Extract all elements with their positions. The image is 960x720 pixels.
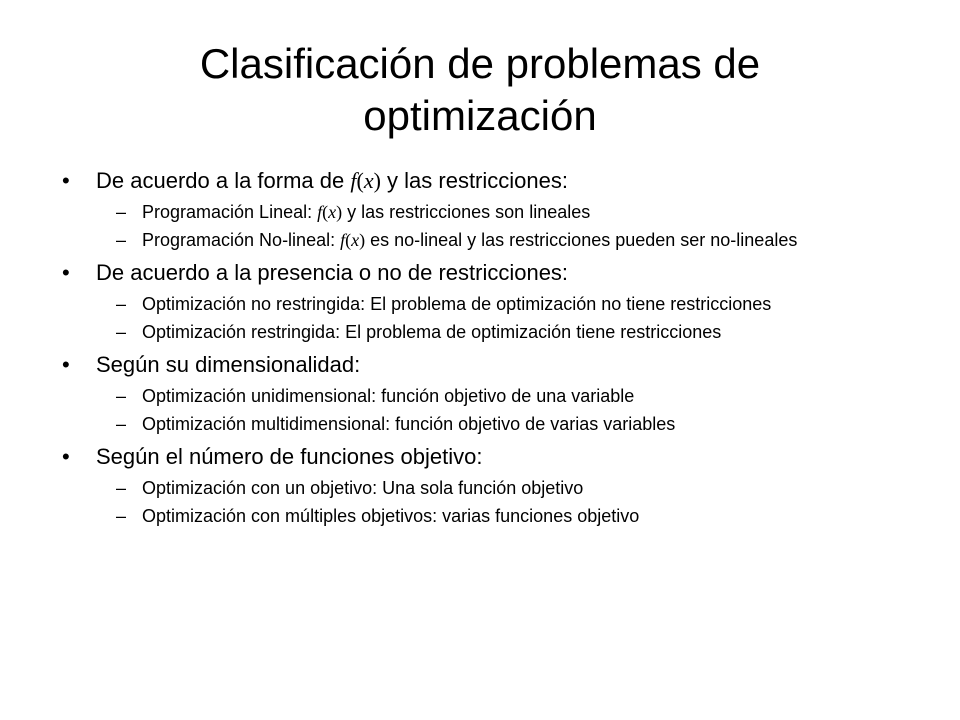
sub-item-text-post: es no-lineal y las restricciones pueden ser no-lineales [365, 230, 798, 250]
sub-item-multidimensional [62, 414, 892, 434]
bullet-list [62, 168, 892, 526]
dash-glyph: – [116, 478, 127, 498]
sub-item-text: Optimización con un objetivo: Una sola función objetivo [142, 478, 584, 498]
dash-glyph: – [116, 414, 127, 434]
sub-item-nonlinear [62, 230, 892, 250]
bullet-restrictions [62, 260, 892, 286]
bullet-text: Según el número de funciones objetivo: [96, 444, 483, 469]
fx-expression: f(x) [350, 168, 381, 193]
sub-item-text: Optimización no restringida: El problema de optimización no tiene restricciones [142, 294, 772, 314]
bullet-text-pre: De acuerdo a la forma de [96, 168, 351, 193]
sub-item-text: Optimización multidimensional: función objetivo de varias variables [142, 414, 676, 434]
sub-item-constrained [62, 322, 892, 342]
sub-item-text-post: y las restricciones son lineales [342, 202, 591, 222]
sub-item-text: Optimización unidimensional: función objetivo de una variable [142, 386, 635, 406]
sub-item-text-pre: Programación No-lineal: [142, 230, 341, 250]
bullet-text: Según su dimensionalidad: [96, 352, 361, 377]
sub-item-text: Optimización con múltiples objetivos: varias funciones objetivo [142, 506, 640, 526]
bullet-text-post: y las restricciones: [380, 168, 568, 193]
bullet-form-of-fx [62, 168, 892, 194]
slide-title: Clasificación de problemas de optimización [199, 40, 761, 139]
dash-glyph: – [116, 386, 127, 406]
dash-glyph: – [116, 506, 127, 526]
sub-item-text: Optimización restringida: El problema de optimización tiene restricciones [142, 322, 722, 342]
dash-glyph: – [116, 230, 127, 250]
sub-item-linear [62, 202, 892, 222]
bullet-dot: • [62, 168, 70, 193]
bullet-dimensionality [62, 352, 892, 378]
dash-glyph: – [116, 294, 127, 314]
bullet-text: De acuerdo a la presencia o no de restricciones: [96, 260, 569, 285]
sub-item-unconstrained [62, 294, 892, 314]
fx-expression: f(x) [317, 202, 343, 222]
bullet-dot: • [62, 444, 70, 469]
bullet-objective-count [62, 444, 892, 470]
sub-item-multiple-objectives [62, 506, 892, 526]
bullet-dot: • [62, 260, 70, 285]
sub-item-single-objective [62, 478, 892, 498]
sub-item-text-pre: Programación Lineal: [142, 202, 318, 222]
bullet-dot: • [62, 352, 70, 377]
dash-glyph: – [116, 202, 127, 222]
sub-item-unidimensional [62, 386, 892, 406]
dash-glyph: – [116, 322, 127, 342]
fx-expression: f(x) [340, 230, 366, 250]
